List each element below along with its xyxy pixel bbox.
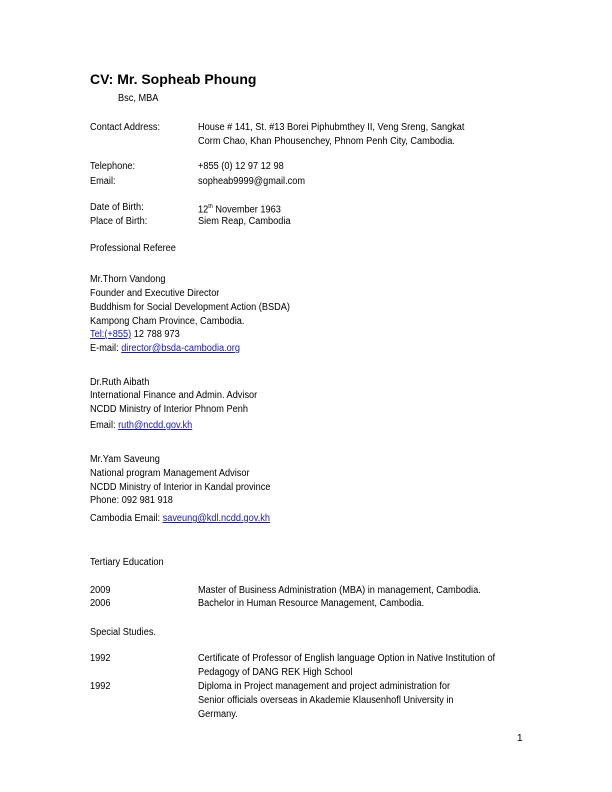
ref3-email-prefix: Cambodia Email:: [90, 513, 163, 524]
edu-text-2: Bachelor in Human Resource Management, Cambodia.: [198, 598, 425, 609]
ref2-email: [90, 419, 192, 432]
special-year-2: 1992: [90, 681, 111, 692]
ref1-email: [90, 342, 240, 355]
address-line-1: House # 141, St. #13 Borei Piphubmthey II, Veng Sreng, Sangkat: [198, 122, 465, 133]
ref2-org: NCDD Ministry of Interior Phnom Penh: [90, 404, 248, 415]
edu-year-1: 2009: [90, 585, 111, 596]
ref2-email-prefix: Email:: [90, 420, 119, 431]
ref3-name: Mr.Yam Saveung: [90, 454, 160, 465]
edu-year-2: 2006: [90, 598, 111, 609]
address-line-2: Corm Chao, Khan Phousenchey, Phnom Penh City, Cambodia.: [198, 136, 455, 147]
referee-heading: Professional Referee: [90, 243, 176, 254]
ref1-name: Mr.Thorn Vandong: [90, 274, 166, 285]
page-number: 1: [517, 733, 523, 744]
ref1-tel: [90, 328, 180, 341]
dob-day: 12: [198, 204, 209, 216]
degrees: Bsc, MBA: [118, 93, 159, 104]
ref1-email-prefix: E-mail:: [90, 343, 122, 354]
special-text-1a: Certificate of Professor of English language Option in Native Institution of: [198, 653, 496, 664]
special-year-1: 1992: [90, 653, 111, 664]
ref3-email-link[interactable]: saveung@kdl.ncdd.gov.kh: [162, 513, 270, 524]
edu-text-1: Master of Business Administration (MBA) in management, Cambodia.: [198, 585, 481, 596]
special-text-2b: Senior officials overseas in Akademie Klausenhofl University in: [198, 695, 454, 706]
ref2-title: International Finance and Admin. Advisor: [90, 390, 258, 401]
ref1-location: Kampong Cham Province, Cambodia.: [90, 316, 245, 327]
email-value: sopheab9999@gmail.com: [198, 176, 306, 187]
telephone-value: +855 (0) 12 97 12 98: [198, 161, 284, 172]
ref3-title: National program Management Advisor: [90, 468, 250, 479]
dob-rest: November 1963: [212, 204, 281, 216]
ref3-org: NCDD Ministry of Interior in Kandal province: [90, 482, 271, 493]
special-text-2c: Germany.: [198, 709, 238, 720]
education-heading: Tertiary Education: [90, 557, 164, 568]
special-text-1b: Pedagogy of DANG REK High School: [198, 667, 353, 678]
ref2-email-link[interactable]: ruth@ncdd.gov.kh: [118, 420, 193, 431]
ref1-tel-link[interactable]: Tel:(+855): [90, 329, 132, 340]
pob-label: Place of Birth:: [90, 216, 148, 227]
ref3-email: [90, 512, 270, 525]
ref1-tel-number: 12 788 973: [131, 329, 180, 340]
special-heading: Special Studies.: [90, 627, 156, 638]
telephone-label: Telephone:: [90, 161, 136, 172]
dob-label: Date of Birth:: [90, 202, 144, 213]
ref1-email-link[interactable]: director@bsda-cambodia.org: [121, 343, 240, 354]
address-label: Contact Address:: [90, 122, 161, 133]
ref1-org: Buddhism for Social Development Action (BSDA): [90, 302, 290, 313]
special-text-2a: Diploma in Project management and project administration for: [198, 681, 451, 692]
ref1-title: Founder and Executive Director: [90, 288, 220, 299]
pob-value: Siem Reap, Cambodia: [198, 216, 291, 227]
dob-suffix: th: [208, 204, 213, 210]
page-title: CV: Mr. Sopheab Phoung: [90, 71, 257, 87]
email-label: Email:: [90, 176, 116, 187]
ref3-phone: Phone: 092 981 918: [90, 495, 173, 506]
ref2-name: Dr.Ruth Aibath: [90, 377, 150, 388]
